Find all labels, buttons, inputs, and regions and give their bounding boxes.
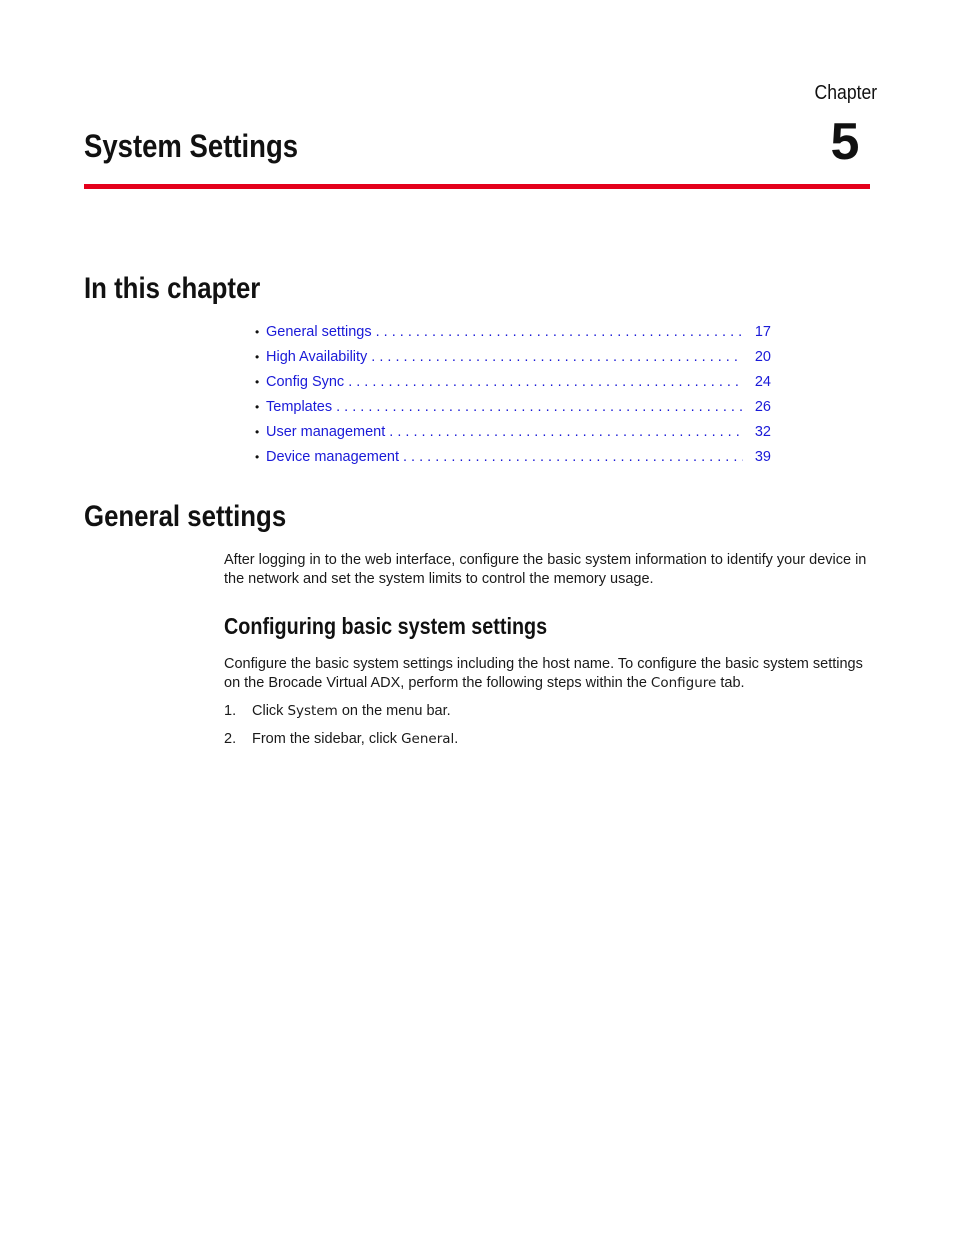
- chapter-number: 5: [830, 113, 860, 171]
- toc-leader-dots: [389, 420, 743, 445]
- toc-entry[interactable]: [255, 420, 771, 445]
- toc-leader-dots: [403, 445, 743, 470]
- step-number: 1.: [224, 703, 237, 719]
- step-text: [252, 729, 458, 757]
- toc-link[interactable]: General settings: [266, 324, 372, 340]
- step-number: 2.: [224, 731, 237, 747]
- bullet-icon: •: [255, 350, 260, 364]
- toc-entry[interactable]: [255, 395, 771, 420]
- toc-link[interactable]: Templates: [266, 399, 333, 415]
- bullet-icon: •: [255, 375, 260, 389]
- step-text-part: on the menu bar.: [337, 703, 451, 719]
- toc-entry[interactable]: [255, 320, 771, 345]
- chapter-title: System Settings: [84, 128, 299, 164]
- step-text-part: From the sidebar, click: [252, 731, 402, 747]
- toc-link[interactable]: User management: [266, 424, 386, 440]
- procedure-step: [224, 701, 864, 729]
- ui-term-configure: Configure: [650, 675, 717, 691]
- bullet-icon: •: [255, 325, 260, 339]
- ui-term-general: General: [401, 731, 455, 747]
- chapter-toc: [255, 320, 771, 470]
- ui-term-system: System: [287, 703, 338, 719]
- toc-link[interactable]: High Availability: [266, 349, 368, 365]
- step-text-part: .: [454, 731, 459, 747]
- chapter-divider: [84, 184, 870, 189]
- bullet-icon: •: [255, 400, 260, 414]
- bullet-icon: •: [255, 450, 260, 464]
- toc-leader-dots: [348, 370, 743, 395]
- toc-link[interactable]: Device management: [266, 449, 399, 465]
- step-text: [252, 701, 451, 729]
- toc-entry[interactable]: [255, 345, 771, 370]
- toc-page-number[interactable]: 32: [754, 424, 771, 440]
- paragraph-text: Configure the basic system settings including the host name. To configure the basic system settings on the Brocade Virtual ADX, perform the following steps within the: [224, 656, 863, 691]
- toc-page-number[interactable]: 26: [754, 399, 771, 415]
- toc-page-number[interactable]: 24: [754, 374, 771, 390]
- toc-page-number[interactable]: 20: [754, 349, 771, 365]
- procedure-step: [224, 729, 864, 757]
- configuring-paragraph: [224, 655, 874, 693]
- paragraph-text: tab.: [716, 675, 745, 691]
- toc-entry[interactable]: [255, 370, 771, 395]
- bullet-icon: •: [255, 425, 260, 439]
- toc-leader-dots: [376, 320, 743, 345]
- in-this-chapter-heading: In this chapter: [84, 272, 261, 305]
- toc-page-number[interactable]: 39: [754, 449, 771, 465]
- procedure-steps: [224, 701, 864, 757]
- general-settings-heading: General settings: [84, 500, 287, 533]
- configuring-basic-settings-heading: Configuring basic system settings: [224, 613, 548, 639]
- toc-entry[interactable]: [255, 445, 771, 470]
- toc-page-number[interactable]: 17: [754, 324, 771, 340]
- chapter-label: Chapter: [814, 82, 877, 104]
- general-settings-intro: After logging in to the web interface, configure the basic system information to identify your device in the network and set the system limits to control the memory usage.: [224, 552, 867, 587]
- step-text-part: Click: [252, 703, 288, 719]
- toc-leader-dots: [371, 345, 743, 370]
- toc-leader-dots: [336, 395, 743, 420]
- toc-link[interactable]: Config Sync: [266, 374, 345, 390]
